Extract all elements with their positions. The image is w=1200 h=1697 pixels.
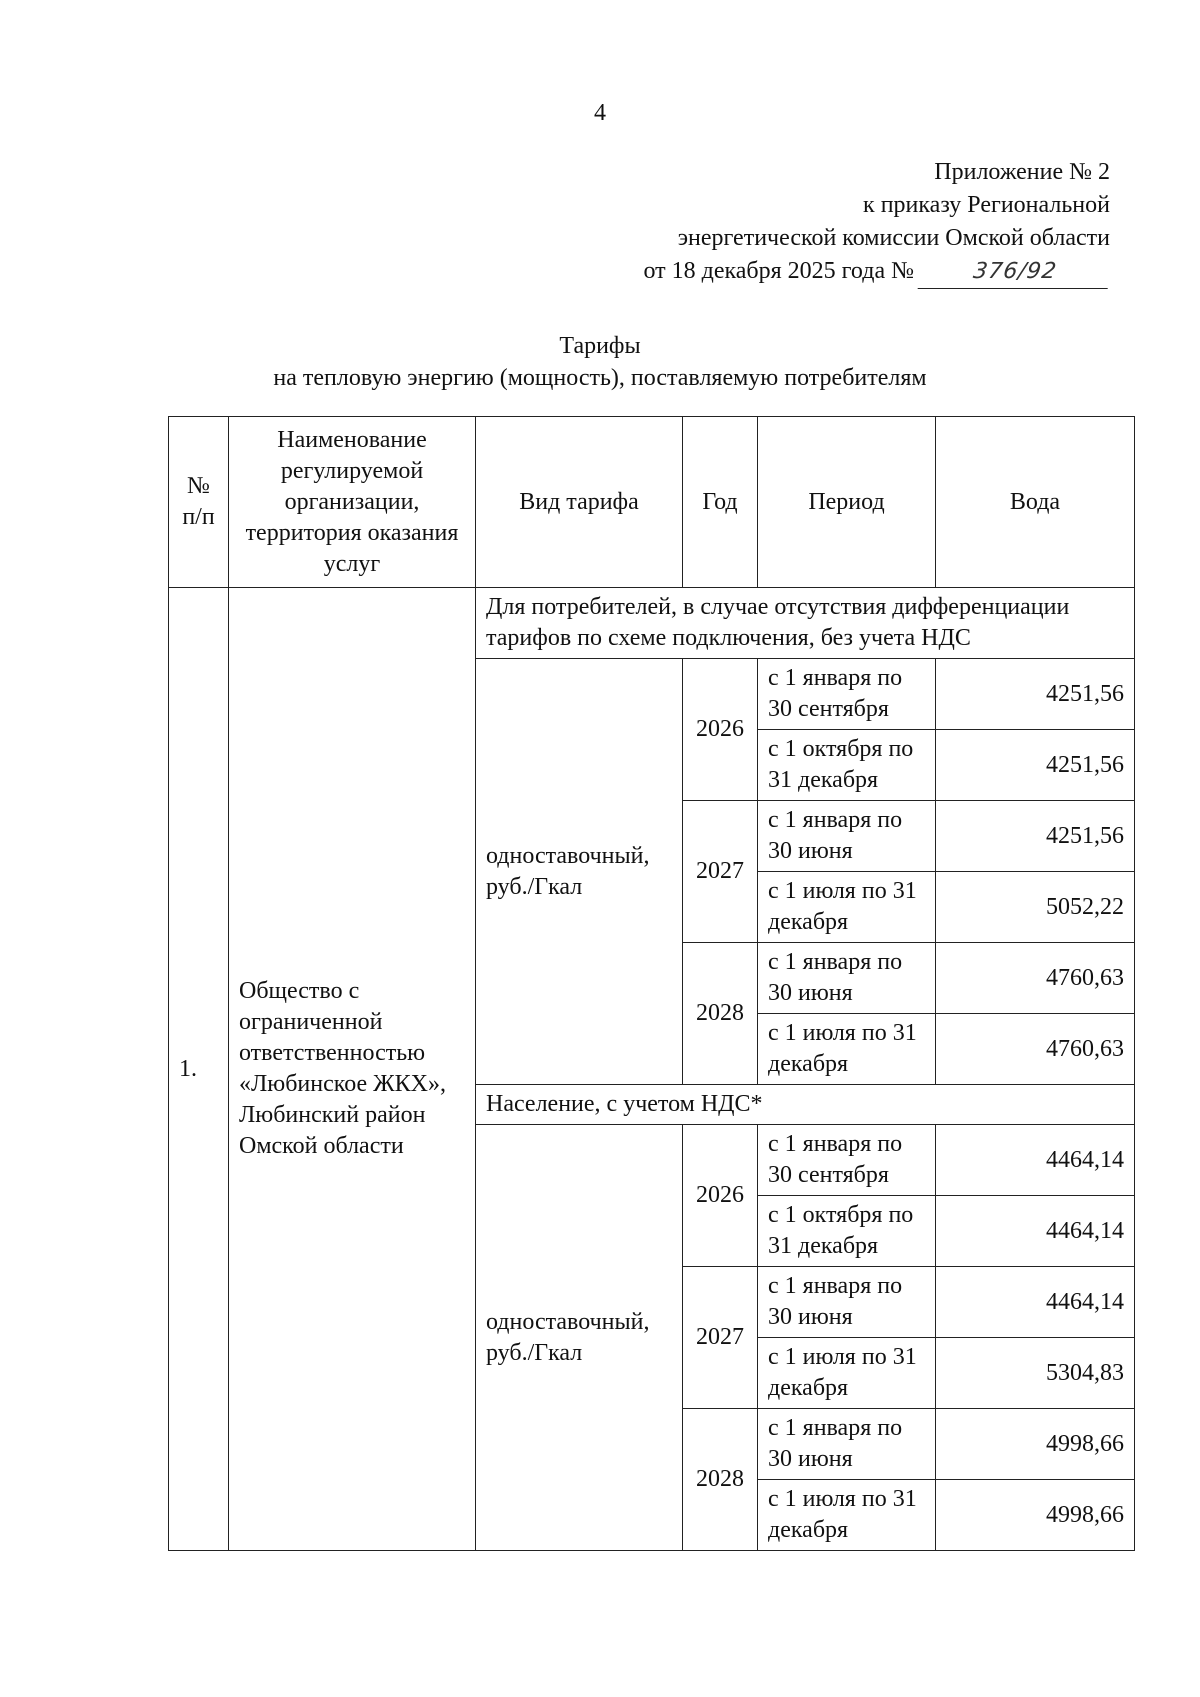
- year-cell: 2027: [683, 1267, 758, 1409]
- water-tariff-value: 4251,56: [936, 730, 1135, 801]
- period-cell: с 1 октября по 31 декабря: [758, 730, 936, 801]
- water-tariff-value: 4998,66: [936, 1480, 1135, 1551]
- water-tariff-value: 4998,66: [936, 1409, 1135, 1480]
- section-header-row: [169, 588, 1135, 659]
- row-number: 1.: [169, 588, 229, 1551]
- water-tariff-value: 5052,22: [936, 872, 1135, 943]
- period-cell: с 1 января по 30 сентября: [758, 1125, 936, 1196]
- water-tariff-value: 4464,14: [936, 1267, 1135, 1338]
- appendix-commission: энергетической комиссии Омской области: [677, 225, 1110, 251]
- year-cell: 2028: [683, 1409, 758, 1551]
- table-body: [169, 588, 1135, 1551]
- appendix-order-ref: к приказу Региональной: [863, 192, 1110, 218]
- header-organization: Наименование регулируемой организации, территория оказания услуг: [229, 417, 476, 588]
- appendix-block: [643, 156, 1110, 289]
- year-cell: 2028: [683, 943, 758, 1085]
- tariff-table: [168, 416, 1135, 1551]
- period-cell: с 1 января по 30 июня: [758, 1267, 936, 1338]
- header-water: Вода: [936, 417, 1135, 588]
- water-tariff-value: 4760,63: [936, 943, 1135, 1014]
- appendix-title: Приложение № 2: [934, 159, 1110, 185]
- water-tariff-value: 5304,83: [936, 1338, 1135, 1409]
- tariff-type: одноставочный, руб./Гкал: [476, 659, 683, 1085]
- document-title: [0, 330, 1200, 394]
- header-num: № п/п: [169, 417, 229, 588]
- handwritten-order-number: 376/92: [918, 255, 1113, 289]
- year-cell: 2026: [683, 1125, 758, 1267]
- section-title: Население, с учетом НДС*: [476, 1085, 1135, 1125]
- appendix-date-line: [643, 255, 1110, 289]
- year-cell: 2026: [683, 659, 758, 801]
- tariff-type: одноставочный, руб./Гкал: [476, 1125, 683, 1551]
- header-tariff-type: Вид тарифа: [476, 417, 683, 588]
- period-cell: с 1 июля по 31 декабря: [758, 1014, 936, 1085]
- organization-name: Общество с ограниченной ответственностью «Любинское ЖКХ», Любинский район Омской области: [229, 588, 476, 1551]
- period-cell: с 1 июля по 31 декабря: [758, 1480, 936, 1551]
- water-tariff-value: 4251,56: [936, 659, 1135, 730]
- section-title: Для потребителей, в случае отсутствия дифференциации тарифов по схеме подключения, без учета НДС: [476, 588, 1135, 659]
- year-cell: 2027: [683, 801, 758, 943]
- water-tariff-value: 4464,14: [936, 1125, 1135, 1196]
- water-tariff-value: 4251,56: [936, 801, 1135, 872]
- period-cell: с 1 января по 30 июня: [758, 801, 936, 872]
- title-main: Тарифы: [559, 333, 641, 359]
- appendix-date: от 18 декабря 2025 года №: [643, 258, 914, 284]
- header-year: Год: [683, 417, 758, 588]
- period-cell: с 1 января по 30 июня: [758, 1409, 936, 1480]
- period-cell: с 1 января по 30 июня: [758, 943, 936, 1014]
- page-number: 4: [594, 100, 606, 126]
- period-cell: с 1 июля по 31 декабря: [758, 1338, 936, 1409]
- header-period: Период: [758, 417, 936, 588]
- title-subtitle: на тепловую энергию (мощность), поставляемую потребителям: [273, 365, 927, 391]
- period-cell: с 1 января по 30 сентября: [758, 659, 936, 730]
- water-tariff-value: 4464,14: [936, 1196, 1135, 1267]
- table-header-row: [169, 417, 1135, 588]
- period-cell: с 1 октября по 31 декабря: [758, 1196, 936, 1267]
- period-cell: с 1 июля по 31 декабря: [758, 872, 936, 943]
- water-tariff-value: 4760,63: [936, 1014, 1135, 1085]
